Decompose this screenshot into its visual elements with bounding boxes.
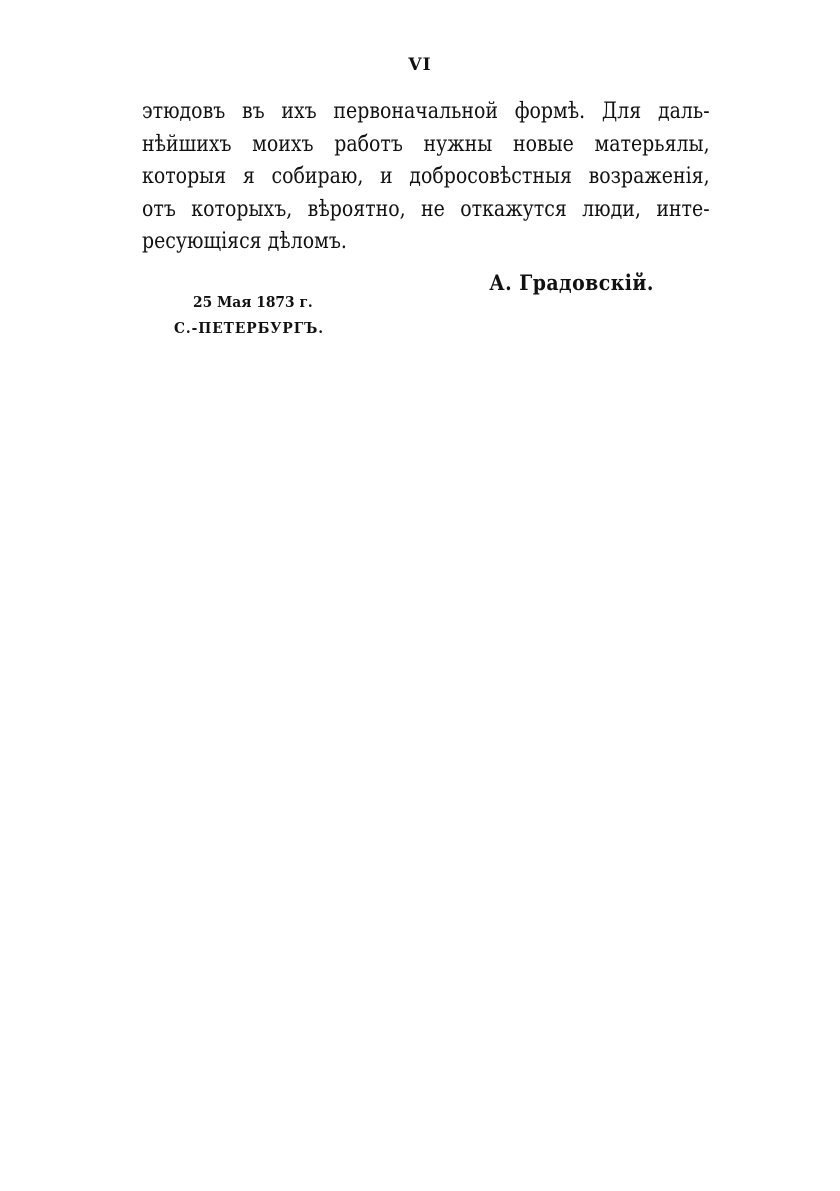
text-line: нѣйшихъ моихъ работъ нужны новые матерьялы, <box>142 131 710 157</box>
text-line: отъ которыхъ, вѣроятно, не откажутся люди, инте- <box>142 196 710 222</box>
date-line: 25 Мая 1873 г. <box>193 293 313 311</box>
body-paragraph <box>142 96 710 259</box>
page-number: VI <box>408 55 432 75</box>
text-line: которыя я собираю, и добросовѣстныя возраженія, <box>142 164 710 189</box>
author-signature: А. Градовскій. <box>489 270 654 295</box>
text-line: ресующіяся дѣломъ. <box>142 229 347 254</box>
place-line: С.-ПЕТЕРБУРГЪ. <box>174 319 325 337</box>
text-line: этюдовъ въ ихъ первоначальной формѣ. Для даль- <box>142 99 710 124</box>
